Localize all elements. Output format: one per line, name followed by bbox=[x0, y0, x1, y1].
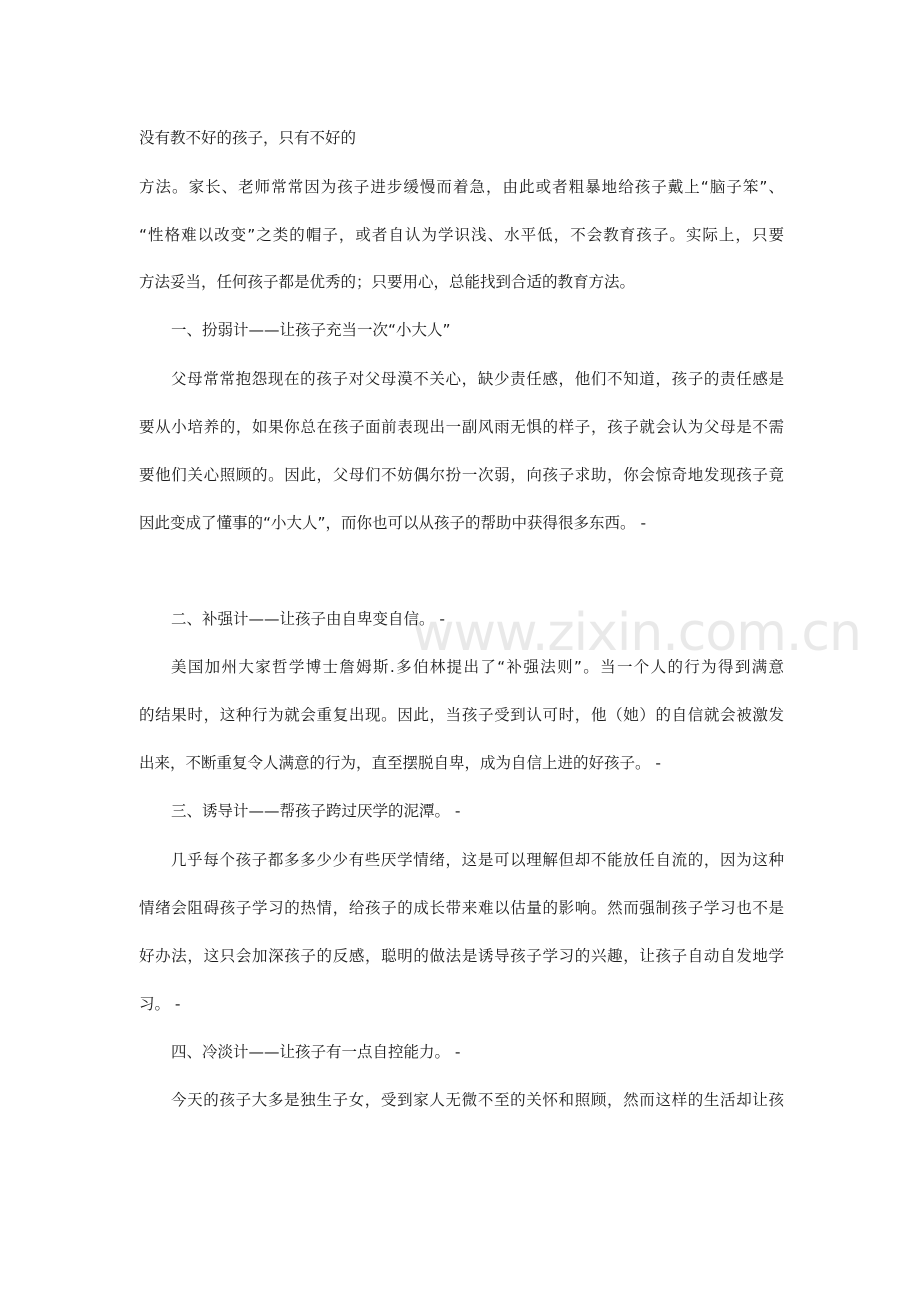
section-heading-1: 一、扮弱计——让孩子充当一次“小大人” bbox=[171, 321, 451, 339]
intro-line-2: 方法。家长、老师常常因为孩子进步缓慢而着急，由此或者粗暴地给孩子戴上“脑子笨”、 bbox=[139, 178, 784, 196]
section-1-line-2: 要从小培养的，如果你总在孩子面前表现出一副风雨无惧的样子，孩子就会认为父母是不需 bbox=[139, 418, 784, 436]
section-heading-3: 三、诱导计——帮孩子跨过厌学的泥潭。 - bbox=[171, 802, 461, 820]
section-4-line-1: 今天的孩子大多是独生子女，受到家人无微不至的关怀和照顾，然而这样的生活却让孩 bbox=[171, 1091, 784, 1109]
section-3-line-2: 情绪会阻碍孩子学习的热情，给孩子的成长带来难以估量的影响。然而强制孩子学习也不是 bbox=[139, 899, 784, 917]
intro-line-3: “性格难以改变”之类的帽子，或者自认为学识浅、水平低，不会教育孩子。实际上，只要 bbox=[139, 226, 784, 244]
section-3-line-1: 几乎每个孩子都多多少少有些厌学情绪，这是可以理解但却不能放任自流的，因为这种 bbox=[171, 851, 784, 869]
section-1-line-3: 要他们关心照顾的。因此，父母们不妨偶尔扮一次弱，向孩子求助，你会惊奇地发现孩子竟 bbox=[139, 466, 784, 484]
watermark: www.zixin.com.cn bbox=[412, 603, 861, 663]
intro-line-4: 方法妥当，任何孩子都是优秀的；只要用心，总能找到合适的教育方法。 bbox=[139, 273, 636, 291]
section-heading-4: 四、冷淡计——让孩子有一点自控能力。 - bbox=[171, 1043, 461, 1061]
section-2-line-3: 出来，不断重复令人满意的行为，直至摆脱自卑，成为自信上进的好孩子。 - bbox=[139, 754, 662, 772]
intro-line-1: 没有教不好的孩子，只有不好的 bbox=[139, 129, 357, 147]
section-1-line-1: 父母常常抱怨现在的孩子对父母漠不关心，缺少责任感，他们不知道，孩子的责任感是 bbox=[171, 370, 784, 388]
section-1-line-4: 因此变成了懂事的“小大人”，而你也可以从孩子的帮助中获得很多东西。 - bbox=[139, 514, 647, 532]
section-3-line-3: 好办法，这只会加深孩子的反感，聪明的做法是诱导孩子学习的兴趣，让孩子自动自发地学 bbox=[139, 947, 784, 965]
section-3-line-4: 习。 - bbox=[139, 995, 181, 1013]
section-2-line-1: 美国加州大家哲学博士詹姆斯.多伯林提出了“补强法则”。当一个人的行为得到满意 bbox=[171, 658, 784, 676]
section-2-line-2: 的结果时，这种行为就会重复出现。因此，当孩子受到认可时，他（她）的自信就会被激发 bbox=[139, 706, 784, 724]
section-heading-2: 二、补强计——让孩子由自卑变自信。 - bbox=[171, 610, 446, 628]
